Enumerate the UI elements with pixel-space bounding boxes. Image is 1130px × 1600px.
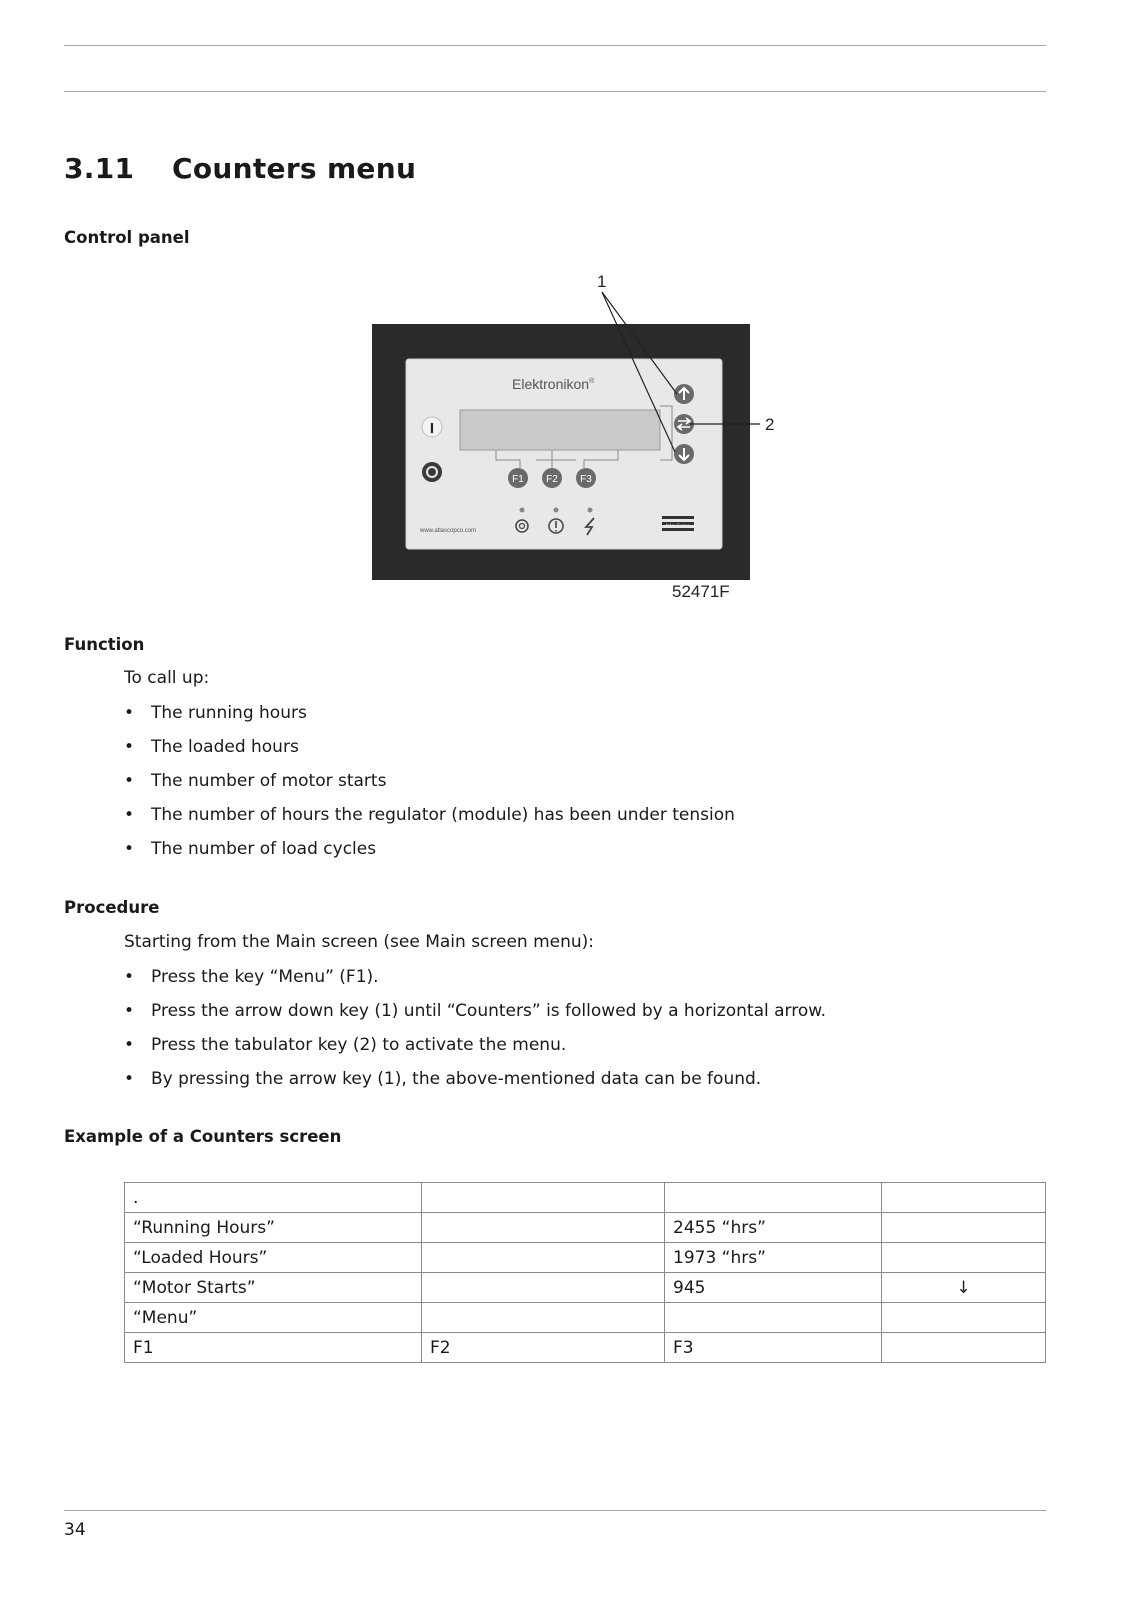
- control-panel-illustration: [372, 272, 792, 608]
- panel-display: [460, 410, 660, 450]
- list-item: • The loaded hours: [124, 736, 735, 770]
- table-row: [125, 1183, 1046, 1213]
- table-row: [125, 1273, 1046, 1303]
- atlas-copco-logo: [662, 516, 694, 531]
- list-item: • The number of hours the regulator (module) has been under tension: [124, 804, 735, 838]
- table-cell: “Running Hours”: [125, 1213, 422, 1243]
- section-title: [64, 152, 416, 185]
- start-symbol: I: [429, 420, 435, 437]
- panel-brand: Elektronikon®: [512, 376, 595, 392]
- table-cell: .: [125, 1183, 422, 1213]
- table-cell: [422, 1243, 665, 1273]
- list-item: • By pressing the arrow key (1), the above-mentioned data can be found.: [124, 1068, 826, 1102]
- list-item: • The running hours: [124, 702, 735, 736]
- f1-key-label: F1: [512, 474, 524, 485]
- table-cell: [882, 1303, 1046, 1333]
- control-panel-heading: Control panel: [64, 228, 190, 247]
- table-cell: 2455 “hrs”: [665, 1213, 882, 1243]
- list-item: • The number of motor starts: [124, 770, 735, 804]
- table-cell: [665, 1303, 882, 1333]
- table-cell: [882, 1183, 1046, 1213]
- function-intro: To call up:: [124, 668, 210, 688]
- table-cell: F1: [125, 1333, 422, 1363]
- procedure-intro: Starting from the Main screen (see Main screen menu):: [124, 932, 595, 952]
- table-cell: [422, 1303, 665, 1333]
- stop-button-icon[interactable]: [422, 462, 442, 482]
- f3-key-label: F3: [580, 474, 592, 485]
- function-heading: Function: [64, 635, 145, 654]
- header-rule-bottom: [64, 91, 1046, 92]
- function-list: [124, 702, 735, 872]
- table-cell: [422, 1273, 665, 1303]
- table-cell: F2: [422, 1333, 665, 1363]
- example-heading: Example of a Counters screen: [64, 1127, 342, 1146]
- table-cell: 945: [665, 1273, 882, 1303]
- table-cell: “Motor Starts”: [125, 1273, 422, 1303]
- f2-key-label: F2: [546, 474, 558, 485]
- table-cell: [665, 1183, 882, 1213]
- counters-screen-table: [124, 1182, 1046, 1363]
- list-item: • Press the arrow down key (1) until “Counters” is followed by a horizontal arrow.: [124, 1000, 826, 1034]
- header-rule-top: [64, 45, 1046, 46]
- list-item: • The number of load cycles: [124, 838, 735, 872]
- procedure-list: [124, 966, 826, 1102]
- figure-code: 52471F: [672, 582, 730, 601]
- table-cell: [882, 1213, 1046, 1243]
- footer-rule: [64, 1510, 1046, 1511]
- table-row: [125, 1243, 1046, 1273]
- callout-2: 2: [765, 415, 775, 434]
- table-cell: F3: [665, 1333, 882, 1363]
- page-number: 34: [64, 1520, 86, 1540]
- function-keys: [508, 468, 596, 488]
- svg-text:Atlas Copco: Atlas Copco: [665, 524, 690, 529]
- procedure-heading: Procedure: [64, 898, 160, 917]
- table-cell: [422, 1183, 665, 1213]
- list-item: • Press the key “Menu” (F1).: [124, 966, 826, 1000]
- table-cell: 1973 “hrs”: [665, 1243, 882, 1273]
- table-cell: [882, 1243, 1046, 1273]
- section-title-text: Counters menu: [172, 152, 417, 185]
- table-row: [125, 1303, 1046, 1333]
- section-number: 3.11: [64, 152, 135, 185]
- table-row: [125, 1213, 1046, 1243]
- table-row: [125, 1333, 1046, 1363]
- table-cell: [422, 1213, 665, 1243]
- table-cell: “Menu”: [125, 1303, 422, 1333]
- table-cell: ↓: [882, 1273, 1046, 1303]
- list-item: • Press the tabulator key (2) to activate the menu.: [124, 1034, 826, 1068]
- table-cell: [882, 1333, 1046, 1363]
- panel-website: www.atlascopco.com: [420, 528, 477, 534]
- control-panel-figure: [372, 272, 792, 608]
- callout-1: 1: [597, 272, 607, 291]
- table-cell: “Loaded Hours”: [125, 1243, 422, 1273]
